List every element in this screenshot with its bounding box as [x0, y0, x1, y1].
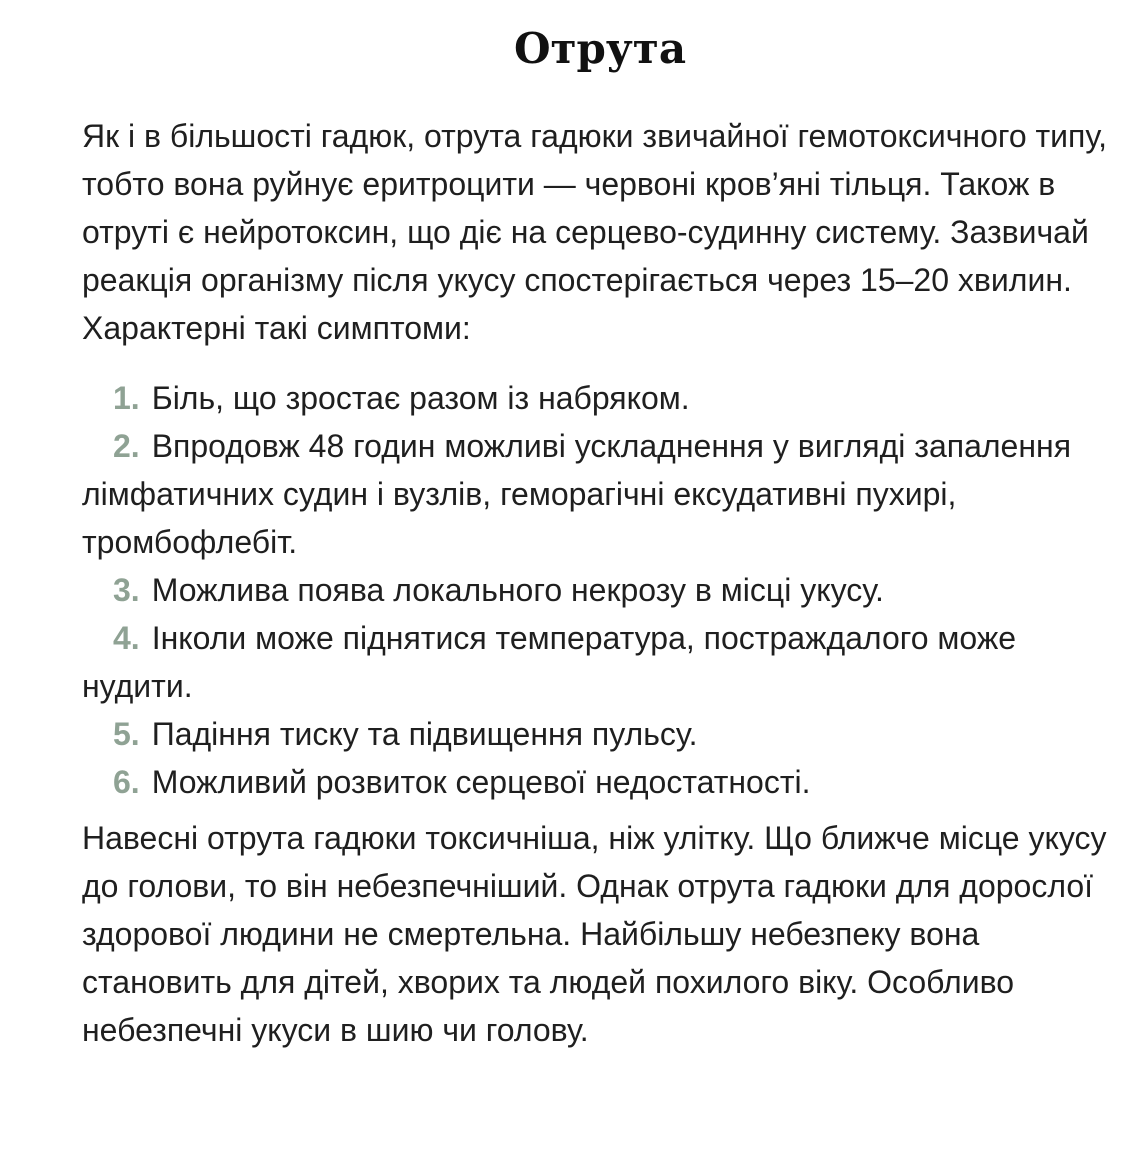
list-item-text: Можлива поява локального некрозу в місці укусу. — [151, 572, 884, 608]
list-item-number: 1. — [113, 380, 140, 416]
symptoms-list — [82, 374, 1118, 806]
list-item-number: 4. — [113, 620, 140, 656]
list-item — [82, 566, 1118, 614]
list-item — [82, 758, 1118, 806]
list-item-text: Впродовж 48 годин можливі ускладнення у вигляді запалення лімфатичних судин і вузлів, геморагічні ексудативні пухирі, тромбофлебіт. — [82, 428, 1072, 560]
list-item-number: 5. — [113, 716, 140, 752]
list-item — [82, 710, 1118, 758]
intro-paragraph: Як і в більшості гадюк, отрута гадюки звичайної гемотоксичного типу, тобто вона руйнує еритроцити — червоні кров’яні тільця. Також в отруті є нейротоксин, що діє на серцево-судинну систему. Зазвичай реакція організму після укусу спостерігається через 15–20 хвилин. Характерні такі симптоми: — [82, 118, 1108, 346]
page-title: Отрута — [513, 24, 687, 73]
list-item-text: Інколи може піднятися температура, постраждалого може нудити. — [82, 620, 1017, 704]
list-item — [82, 374, 1118, 422]
list-item-number: 6. — [113, 764, 140, 800]
list-item-number: 3. — [113, 572, 140, 608]
list-item — [82, 422, 1118, 566]
list-item-number: 2. — [113, 428, 140, 464]
closing-paragraph: Навесні отрута гадюки токсичніша, ніж улітку. Що ближче місце укусу до голови, то він небезпечніший. Однак отрута гадюки для дорослої здорової людини не смертельна. Найбільшу небезпеку вона становить для дітей, хворих та людей похилого віку. Особливо небезпечні укуси в шию чи голову. — [82, 820, 1107, 1048]
list-item-text: Падіння тиску та підвищення пульсу. — [151, 716, 698, 752]
list-item-text: Можливий розвиток серцевої недостатності. — [151, 764, 811, 800]
list-item — [82, 614, 1118, 710]
list-item-text: Біль, що зростає разом із набряком. — [151, 380, 690, 416]
